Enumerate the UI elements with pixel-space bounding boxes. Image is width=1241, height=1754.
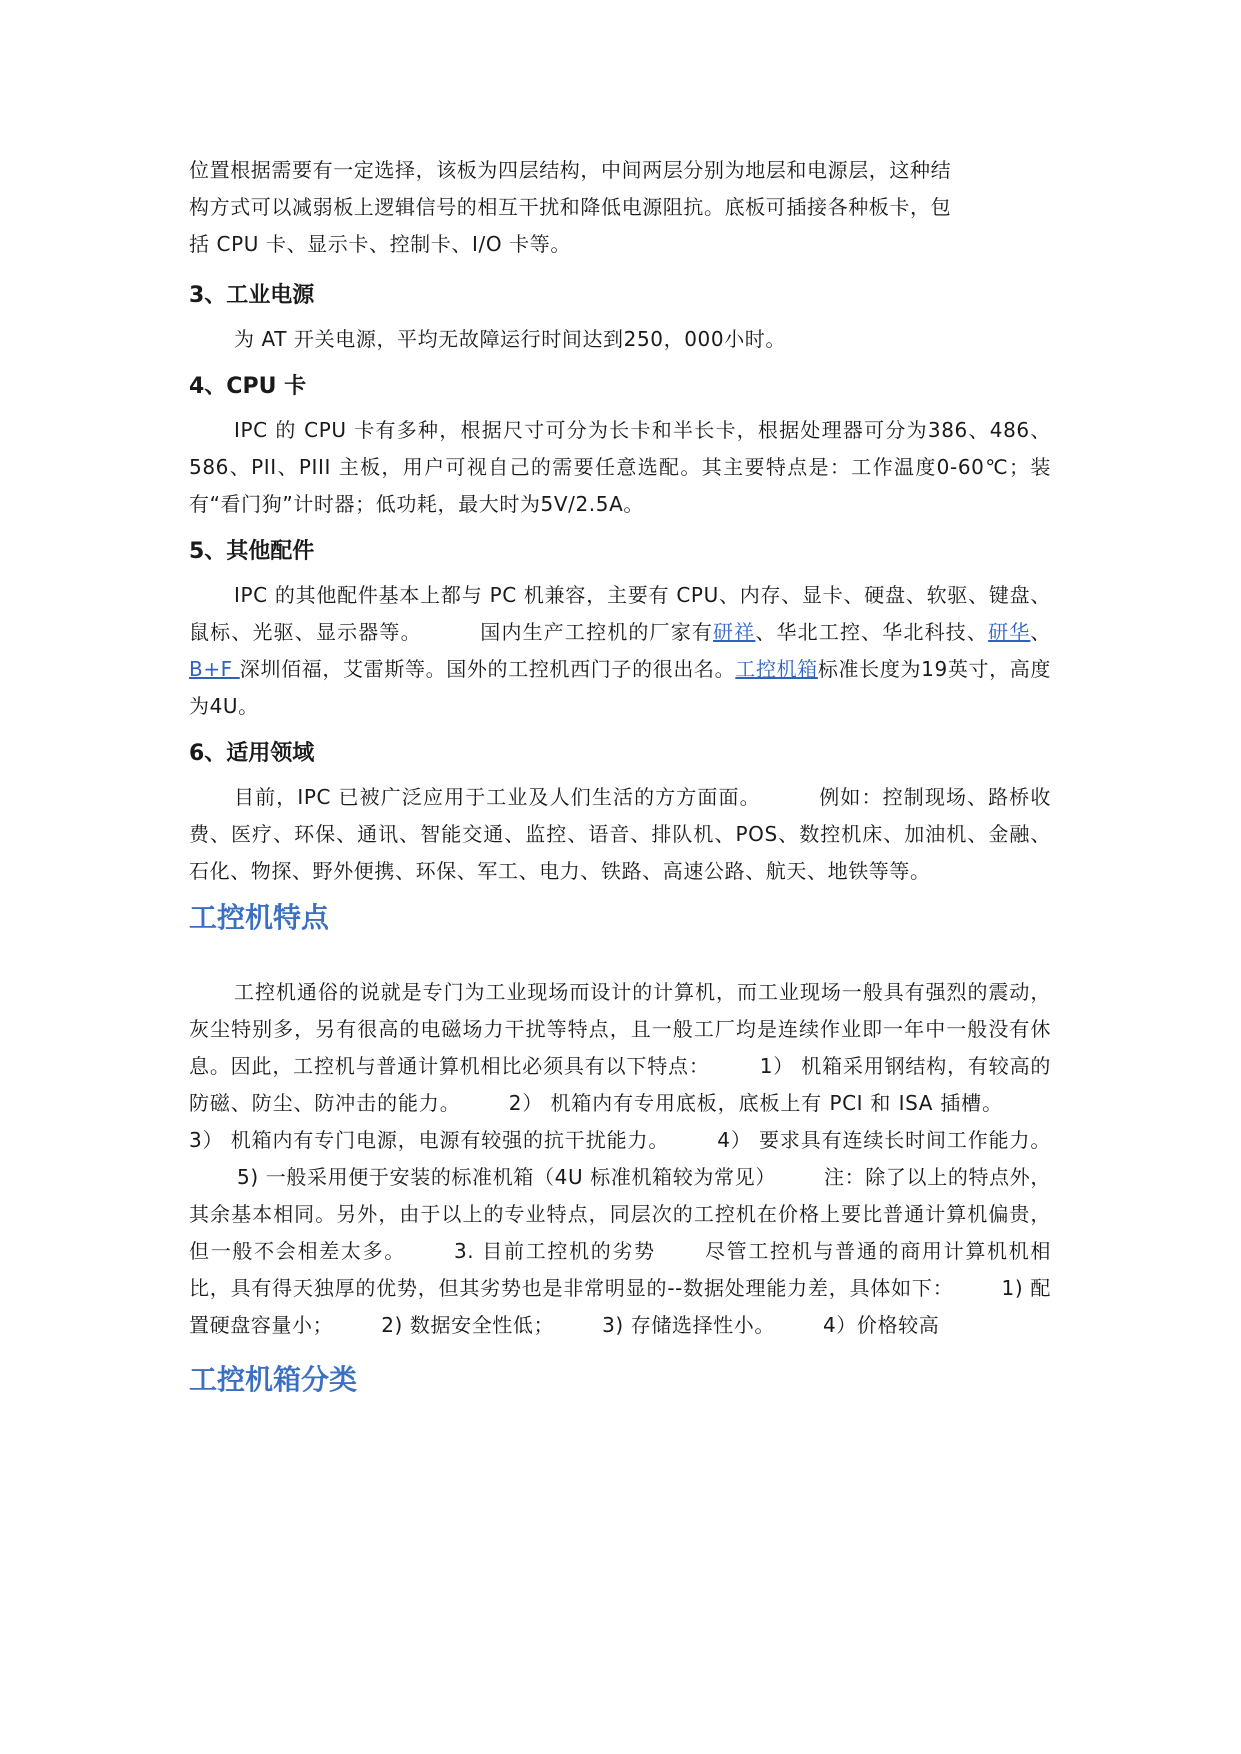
link-bf[interactable]: B+F (189, 657, 240, 681)
weakness-text: 尽管工控机与普通的商用计算机机相比，具有得天独厚的优势，但其劣势也是非常明显的--数据处理能力差，具体如下： (189, 1239, 1052, 1300)
feature-item-3: 3） 机箱内有专门电源，电源有较强的抗干扰能力。 (189, 1128, 670, 1152)
section-5-text-3: 、华北工控、华北科技、 (755, 620, 989, 644)
section-6-text-1: 目前，IPC 已被广泛应用于工业及人们生活的方方面面。 (234, 785, 761, 809)
features-intro: 工控机通俗的说就是专门为工业现场而设计的计算机，而工业现场一般具有强烈的震动，灰尘特别多，另有很高的电磁场力干扰等特点，且一般工厂均是连续作业即一年中一般没有休息。因此，工控机与普通计算机相比必须具有以下特点： (189, 980, 1051, 1078)
feature-item-4: 4） 要求具有连续长时间工作能力。 (717, 1128, 1051, 1152)
weakness-item-3: 3) 存储选择性小。 (602, 1313, 775, 1337)
section-3-heading: 3、工业电源 (189, 283, 315, 308)
section-5-body (189, 577, 1051, 725)
intro-line-2: 构方式可以减弱板上逻辑信号的相互干扰和降低电源阻抗。底板可插接各种板卡，包 (189, 195, 952, 219)
feature-item-2: 2） 机箱内有专用底板，底板上有 PCI 和 ISA 插槽。 (508, 1091, 1003, 1115)
weakness-item-4: 4）价格较高 (822, 1313, 940, 1337)
section-4-heading: 4、CPU 卡 (189, 374, 307, 399)
features-heading: 工控机特点 (189, 901, 330, 934)
features-body (189, 974, 1051, 1344)
section-5-text-4: 、 (1030, 620, 1052, 644)
section-5-text-5: 深圳佰福，艾雷斯等。国外的工控机西门子的很出名。 (239, 657, 736, 681)
feature-item-5: 5) 一般采用便于安装的标准机箱（4U 标准机箱较为常见） (237, 1165, 776, 1189)
link-yanhua[interactable]: 研华 (988, 620, 1031, 644)
section-6-body (189, 779, 1051, 890)
link-ipc-chassis[interactable]: 工控机箱 (735, 657, 818, 681)
intro-line-3: 括 CPU 卡、显示卡、控制卡、I/O 卡等。 (189, 232, 571, 256)
weakness-title: 3. 目前工控机的劣势 (453, 1239, 656, 1263)
classification-heading: 工控机箱分类 (189, 1363, 358, 1396)
section-4-body: IPC 的 CPU 卡有多种，根据尺寸可分为长卡和半长卡，根据处理器可分为386、486、586、PII、PIII 主板，用户可视自己的需要任意选配。其主要特点是：工作温度0-60℃；装有“看门狗”计时器；低功耗，最大时为5V/2.5A。 (189, 418, 1051, 516)
section-6-text-2: 例如：控制现场、路桥收费、医疗、环保、通讯、智能交通、监控、语音、排队机、POS、数控机床、加油机、金融、石化、物探、野外便携、环保、军工、电力、铁路、高速公路、航天、地铁等等。 (189, 785, 1051, 883)
section-5-heading: 5、其他配件 (189, 539, 315, 564)
section-5-text-2: 国内生产工控机的厂家有 (479, 620, 714, 644)
feature-item-1: 1） 机箱采用钢结构，有较高的防磁、防尘、防冲击的能力。 (189, 1054, 1051, 1115)
section-5-text-1: IPC 的其他配件基本上都与 PC 机兼容，主要有 CPU、内存、显卡、硬盘、软驱、键盘、鼠标、光驱、显示器等。 (189, 583, 1051, 644)
weakness-item-2: 2) 数据安全性低； (381, 1313, 555, 1337)
weakness-item-1: 1) 配置硬盘容量小； (189, 1276, 1051, 1337)
intro-line-1: 位置根据需要有一定选择，该板为四层结构，中间两层分别为地层和电源层，这种结 (189, 158, 952, 182)
section-3-body: 为 AT 开关电源，平均无故障运行时间达到250，000小时。 (234, 327, 787, 351)
section-5-text-6: 标准长度为19英寸，高度为4U。 (189, 657, 1051, 718)
document-page (189, 152, 1051, 1398)
features-note: 注：除了以上的特点外，其余基本相同。另外，由于以上的专业特点，同层次的工控机在价格上要比普通计算机偏贵，但一般不会相差太多。 (189, 1165, 1051, 1263)
intro-paragraph (189, 152, 1051, 263)
link-yanxiang[interactable]: 研祥 (713, 620, 756, 644)
section-6-heading: 6、适用领域 (189, 741, 315, 766)
